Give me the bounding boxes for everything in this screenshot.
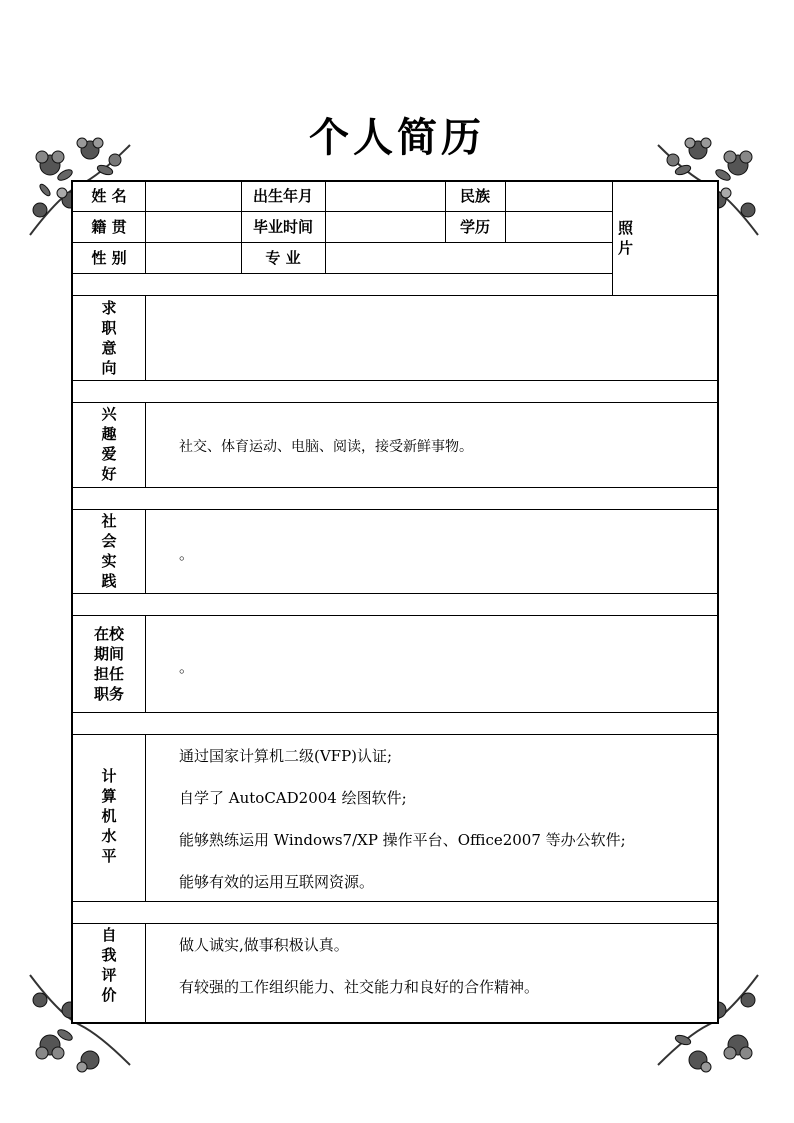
origin-field[interactable] bbox=[146, 212, 241, 242]
ethnicity-field[interactable] bbox=[506, 182, 612, 211]
computer-line: 能够熟练运用 Windows7/XP 操作平台、Office2007 等办公软件; bbox=[179, 831, 626, 849]
major-field[interactable] bbox=[326, 243, 612, 273]
graduation-label: 毕业时间 bbox=[252, 218, 313, 236]
hobbies-text: 社交、体育运动、电脑、阅读，接受新鲜事物。 bbox=[179, 439, 473, 455]
photo-label: 照 片 bbox=[618, 219, 634, 257]
computer-label: 计 算 机 水 平 bbox=[101, 767, 117, 865]
education-label: 学历 bbox=[459, 218, 490, 236]
self-eval-line: 有较强的工作组织能力、社交能力和良好的合作精神。 bbox=[179, 978, 540, 996]
objective-label: 求 职 意 向 bbox=[101, 299, 117, 377]
major-label: 专 业 bbox=[265, 249, 301, 267]
ethnicity-label: 民族 bbox=[459, 187, 490, 205]
gender-field[interactable] bbox=[146, 243, 241, 273]
origin-label: 籍 贯 bbox=[91, 218, 127, 236]
page-title: 个人简历 bbox=[309, 114, 485, 161]
hobbies-label: 兴 趣 爱 好 bbox=[101, 405, 117, 483]
computer-line: 通过国家计算机二级(VFP)认证; bbox=[179, 747, 393, 765]
graduation-field[interactable] bbox=[326, 212, 445, 242]
positions-label: 在校 期间 担任 职务 bbox=[93, 625, 124, 703]
birth-field[interactable] bbox=[326, 182, 445, 211]
gender-label: 性 别 bbox=[91, 249, 127, 267]
practice-text: 。 bbox=[179, 545, 195, 563]
computer-line: 自学了 AutoCAD2004 绘图软件; bbox=[179, 789, 407, 807]
birth-label: 出生年月 bbox=[252, 187, 313, 205]
computer-line: 能够有效的运用互联网资源。 bbox=[179, 873, 375, 891]
self-eval-label: 自 我 评 价 bbox=[101, 926, 117, 1004]
education-field[interactable] bbox=[506, 212, 612, 242]
self-eval-line: 做人诚实,做事积极认真。 bbox=[179, 936, 349, 954]
name-field[interactable] bbox=[146, 182, 241, 211]
name-label: 姓 名 bbox=[91, 187, 127, 205]
resume-table bbox=[71, 180, 719, 1024]
practice-label: 社 会 实 践 bbox=[101, 512, 117, 590]
positions-text: 。 bbox=[179, 658, 195, 676]
